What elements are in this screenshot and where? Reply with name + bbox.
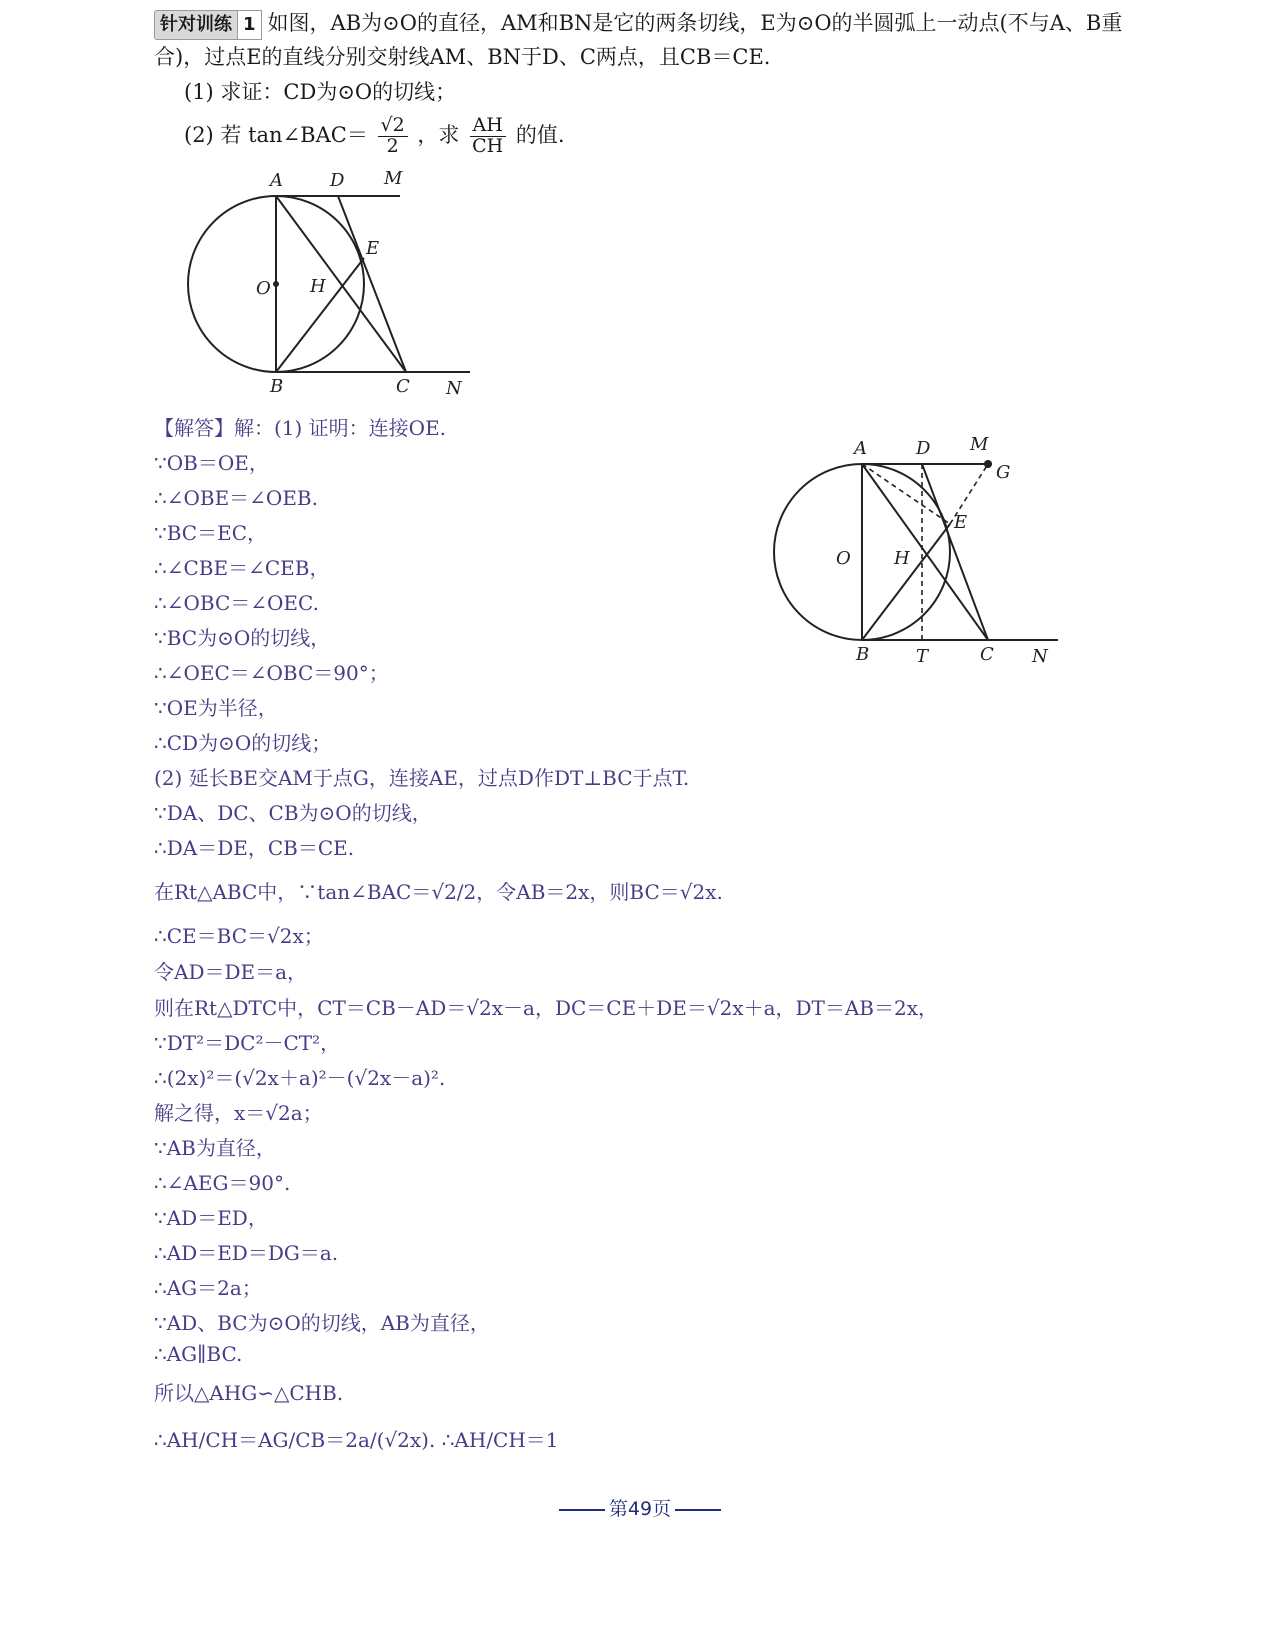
solution-line: 在Rt△ABC中，∵tan∠BAC＝√2/2，令AB＝2x，则BC＝√2x. [154, 880, 723, 904]
q2-fraction-tan-num: √2 [378, 116, 408, 137]
fig1-label-H: H [310, 276, 326, 297]
fig2-dashed-AE [862, 464, 950, 524]
solution-line: 解之得，x＝√2a； [154, 1101, 323, 1125]
fig2-label-M: M [970, 434, 989, 455]
page-number-label: 第49页 [608, 1498, 672, 1520]
solution-line: ∵AD、BC为⊙O的切线，AB为直径， [154, 1311, 490, 1335]
fig2-label-O: O [836, 548, 851, 569]
solution-line: ∵OE为半径， [154, 696, 278, 720]
solution-line: ∵DT²＝DC²－CT²， [154, 1031, 341, 1055]
training-tag-number: 1 [238, 10, 262, 40]
page-footer [0, 1494, 1280, 1521]
solution-line: ∵AB为直径， [154, 1136, 276, 1160]
q2-fraction-tan-den: 2 [386, 134, 399, 157]
q2-fraction-ratio-den: CH [472, 134, 504, 157]
solution-line: ∴(2x)²＝(√2x＋a)²－(√2x－a)². [154, 1066, 446, 1090]
solution-line: ∴∠AEG＝90°. [154, 1171, 291, 1195]
solution-line: 【解答】解：(1) 证明：连接OE. [154, 416, 447, 440]
solution-line: (2) 延长BE交AM于点G，连接AE，过点D作DT⊥BC于点T. [154, 766, 690, 790]
fig1-label-M: M [384, 168, 403, 189]
solution-line: ∴AG＝2a； [154, 1276, 262, 1300]
solution-line: ∴CE＝BC＝√2x； [154, 924, 324, 948]
fig1-label-A: A [270, 170, 283, 191]
fig2-label-B: B [856, 644, 870, 665]
fig2-label-A: A [854, 438, 867, 459]
solution-line: ∵DA、DC、CB为⊙O的切线， [154, 801, 432, 825]
q2-fraction-ratio [469, 116, 506, 157]
fig2-label-T: T [916, 646, 929, 667]
figure-2 [770, 432, 1080, 672]
solution-line: ∴CD为⊙O的切线； [154, 731, 332, 755]
solution-line: 所以△AHG∽△CHB. [154, 1381, 344, 1405]
solution-line: ∵BC＝EC， [154, 521, 267, 545]
solution-line: ∴AD＝ED＝DG＝a. [154, 1241, 339, 1265]
fig1-label-C: C [396, 376, 410, 397]
training-tag-label: 针对训练 [154, 10, 238, 40]
q2-fraction-ratio-num: AH [470, 116, 506, 137]
question-2 [184, 116, 565, 157]
solution-line: ∴∠CBE＝∠CEB， [154, 556, 330, 580]
fig2-line-DC [922, 464, 988, 640]
fig2-label-D: D [916, 438, 931, 459]
solution-line: ∵OB＝OE， [154, 451, 269, 475]
solution-line: ∴DA＝DE，CB＝CE. [154, 836, 355, 860]
fig2-label-N: N [1032, 646, 1048, 667]
fig1-center-dot [273, 281, 279, 287]
fig2-label-H: H [894, 548, 910, 569]
solution-line: 则在Rt△DTC中，CT＝CB－AD＝√2x－a，DC＝CE＋DE＝√2x＋a，DT＝AB＝2x， [154, 996, 939, 1020]
problem-statement [154, 6, 1144, 74]
figure-1 [170, 160, 480, 410]
fig1-label-D: D [330, 170, 345, 191]
fig1-label-O: O [256, 278, 271, 299]
solution-line: ∴∠OBE＝∠OEB. [154, 486, 318, 510]
solution-line: 令AD＝DE＝a， [154, 960, 308, 984]
q2-fraction-tan [378, 116, 408, 157]
solution-line: ∵AD＝ED， [154, 1206, 268, 1230]
fig1-label-E: E [366, 238, 380, 259]
fig2-point-G [984, 460, 992, 468]
solution-line: ∴∠OEC＝∠OBC＝90°； [154, 661, 389, 685]
fig1-label-B: B [270, 376, 284, 397]
question-2-mid: ，求 [417, 122, 460, 147]
footer-dash-left [559, 1509, 605, 1511]
fig2-line-BE [862, 524, 950, 640]
solution-line: ∵BC为⊙O的切线， [154, 626, 331, 650]
solution-line: ∴∠OBC＝∠OEC. [154, 591, 319, 615]
footer-dash-right [675, 1509, 721, 1511]
solution-line: ∴AH/CH＝AG/CB＝2a/(√2x). ∴AH/CH＝1 [154, 1428, 559, 1452]
training-tag [154, 10, 262, 40]
fig1-line-DC [338, 196, 406, 372]
problem-text: 如图，AB为⊙O的直径，AM和BN是它的两条切线，E为⊙O的半圆弧上一动点(不与A、B重合)，过点E的直线分别交射线AM、BN于D、C两点，且CB＝CE. [154, 11, 1123, 69]
fig2-label-E: E [954, 512, 968, 533]
fig2-label-G: G [996, 462, 1011, 483]
question-2-prefix: (2) 若 tan∠BAC＝ [184, 122, 368, 147]
question-1: (1) 求证：CD为⊙O的切线； [184, 80, 457, 104]
fig1-label-N: N [446, 378, 462, 399]
fig2-label-C: C [980, 644, 994, 665]
question-2-suffix: 的值. [515, 122, 565, 147]
solution-line: ∴AG∥BC. [154, 1342, 243, 1366]
